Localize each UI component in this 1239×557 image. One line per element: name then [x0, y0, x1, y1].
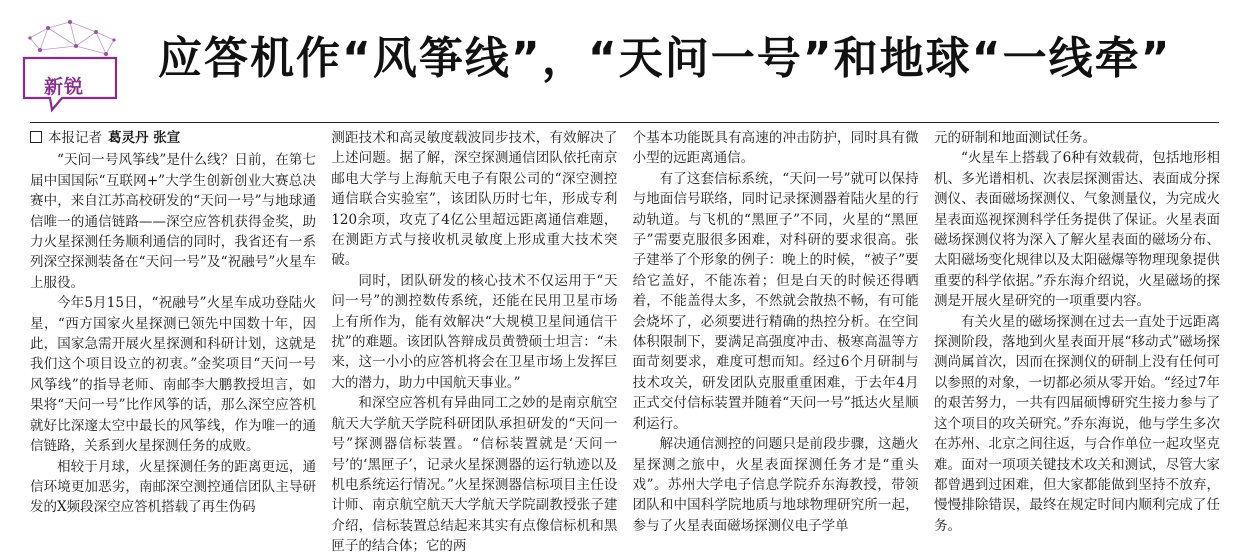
- column-text: [633, 128, 919, 536]
- byline-prefix: 本报记者: [48, 130, 102, 146]
- badge-label: 新锐: [44, 76, 85, 98]
- paragraph: “火星车上搭载了6种有效载荷，包括地形相机、多光谱相机、次表层探测雷达、表面成分探测仪、表面磁场探测仪、气象测量仪，为完成火星表面巡视探测科学任务提供了保证。火星表面磁场探测仪将为深入了解火星表面的磁场分布、太阳磁场变化规律以及太阳磁爆等物理现象提供重要的科学依据。”乔东海介绍说，火星磁场的探测是开展火星研究的一项重要内容。: [933, 150, 1220, 310]
- article-body: [30, 128, 1220, 555]
- paragraph: 今年5月15日，“祝融号”火星车成功登陆火星，“西方国家火星探测已领先中国数十年，因此，国家急需开展火星探测和科研计划，这就是我们这个项目设立的初衷。”金奖项目“天问一号风筝线”的指导老师、南邮李大鹏教授坦言，如果将“天问一号”比作风筝的话，那么深空应答机就好比深邃太空中最长的风筝线，作为唯一的通信链路，关系到火星探测任务的成败。: [30, 295, 316, 455]
- headline-rule: [30, 122, 1219, 123]
- paragraph: 个基本功能既具有高速的冲击防护，同时具有微小型的远距离通信。: [632, 130, 919, 167]
- article-column-3: [632, 128, 919, 534]
- headline: 应答机作“风筝线”，“天问一号”和地球“一线牵”: [158, 33, 1172, 84]
- paragraph: 解决通信测控的问题只是前段步骤，这趟火星探测之旅中，火星表面探测任务才是“重头戏”。苏州大学电子信息学院乔东海教授，带领团队和中国科学院地质与地球物理研究所一起，参与了火星表面磁场探测仪电子学单: [632, 436, 919, 534]
- column-text: [331, 128, 617, 557]
- byline: [30, 128, 316, 148]
- paragraph: 和深空应答机有异曲同工之妙的是南京航空航天大学航天学院科研团队承担研发的“天问一号”探测器信标装置。“信标装置就是‘天问一号’的‘黑匣子’，记录火星探测器的运行轨迹以及机电系统运行情况。”火星探测器信标项目主任设计师、南京航空航天大学航天学院副教授张子建介绍，信标装置总结起来其实有点像信标机和黑匣子的结合体；它的两: [331, 395, 618, 555]
- paragraph: 相较于月球，火星探测任务的距离更远，通信环境更加恶劣，南邮深空测控通信团队主导研发的X频段深空应答机搭载了再生伪码: [30, 458, 316, 516]
- column-text: [934, 128, 1220, 536]
- article-column-1: [30, 128, 316, 516]
- article-column-2: [331, 128, 618, 555]
- network-graphic-icon: [18, 18, 122, 114]
- paragraph: 元的研制和地面测试任务。: [933, 130, 1096, 146]
- paragraph: “天问一号风筝线”是什么线？日前，在第七届中国国际“互联网+”大学生创新创业大赛总决赛中，来自江苏高校研发的“天问一号”与地球通信唯一的通信链路——深空应答机获得金奖，助力火星探测任务顺利通信的同时，我省还有一系列深空探测装备在“天问一号”及“祝融号”火星车上服役。: [30, 152, 316, 291]
- byline-names: 葛灵丹 张宣: [108, 130, 181, 146]
- paragraph: 测距技术和高灵敏度载波同步技术，有效解决了上述问题。据了解，深空探测通信团队依托南京邮电大学与上海航天电子有限公司的“深空测控通信联合实验室”，该团队历时七年，形成专利120余项，攻克了4亿公里超远距离通信难题，在测距方式与接收机灵敏度上形成重大技术突破。: [331, 130, 618, 269]
- section-badge: [18, 18, 122, 114]
- byline-box-icon: [30, 131, 42, 143]
- article-column-4: [933, 128, 1220, 534]
- column-text: [30, 150, 316, 517]
- paragraph: 同时，团队研发的核心技术不仅运用于“天问一号”的测控数传系统，还能在民用卫星市场上有所作为，能有效解决“大规模卫星间通信干扰”的难题。该团队答辩成员黄赞硕士坦言：“未来，这一小小的应答机将会在卫星市场上发挥巨大的潜力，助力中国航天事业。”: [331, 272, 618, 391]
- paragraph: 有关火星的磁场探测在过去一直处于远距离探测阶段，落地到火星表面开展“移动式”磁场探测尚属首次，因而在探测仪的研制上没有任何可以参照的对象，一切都必须从零开始。“经过7年的艰苦努力，一共有四届硕博研究生接力参与了这个项目的攻关研究。”乔东海说，他与学生多次在苏州、北京之间往返，与合作单位一起攻坚克难。面对一项项关键技术攻关和测试，尽管大家都曾遇到过困难，但大家都能做到坚持不放弃，慢慢排除错误，最终在规定时间内顺利完成了任务。: [933, 313, 1220, 534]
- paragraph: 有了这套信标系统，“天问一号”就可以保持与地面信号联络，同时记录探测器着陆火星的行动轨道。与飞机的“黑匣子”不同，火星的“黑匣子”需要克服很多困难，对科研的要求很高。张子建举了个形象的例子：晚上的时候，“被子”要给它盖好，不能冻着；但是白天的时候还得晒着，不能盖得太多，不然就会散热不畅，有可能会烧坏了，必须要进行精确的热控分析。在空间体积限制下，要满足高强度冲击、极寒高温等方面苛刻要求，难度可想而知。经过6个月研制与技术攻关，研发团队克服重重困难，于去年4月正式交付信标装置并随着“天问一号”抵达火星顺利运行。: [632, 170, 919, 432]
